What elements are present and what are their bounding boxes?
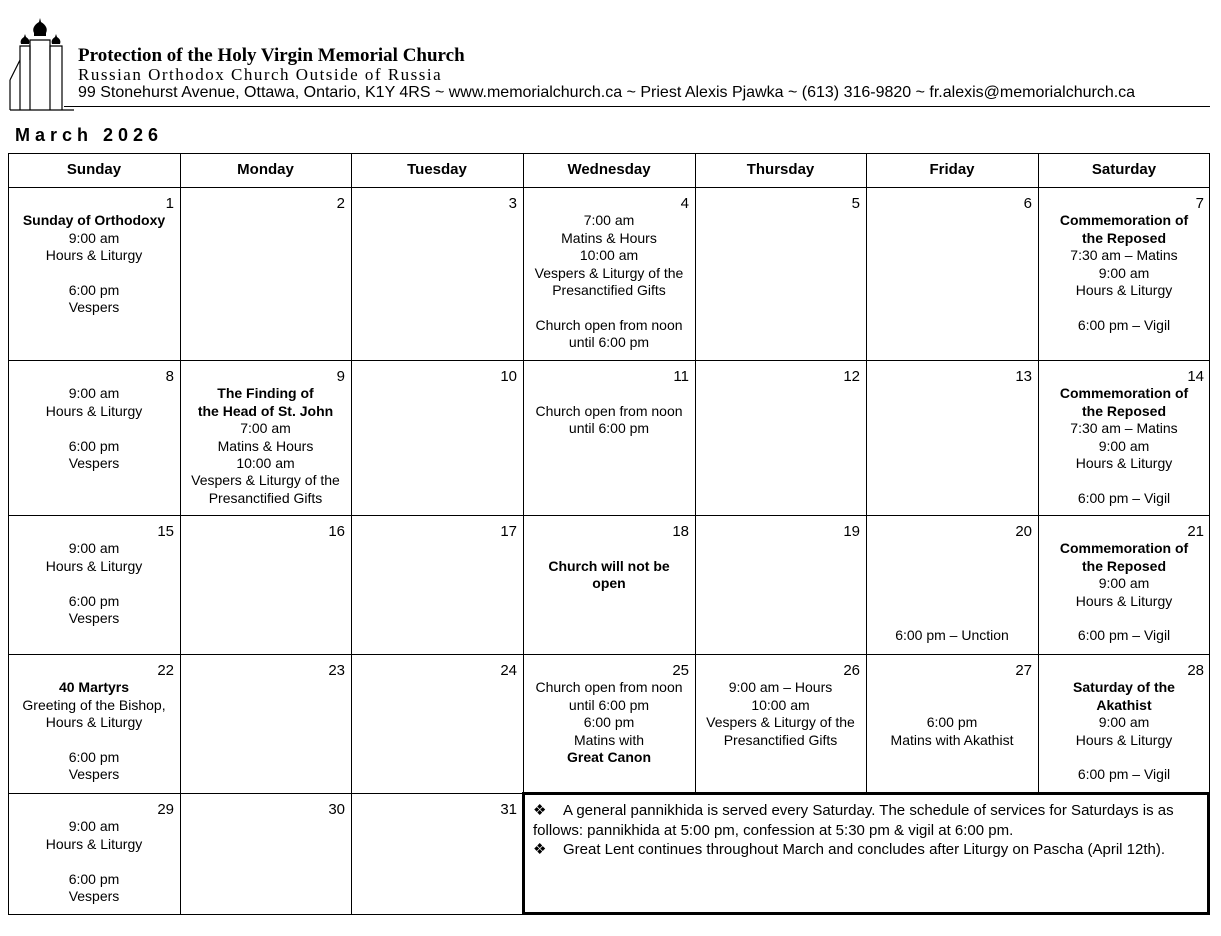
grid-line-vertical xyxy=(695,153,696,793)
day-number: 3 xyxy=(508,195,517,212)
event-line xyxy=(1038,749,1210,766)
event-line: Hours & Liturgy xyxy=(45,557,143,574)
event-line: Vespers xyxy=(68,888,120,905)
event-line: 6:00 pm xyxy=(68,282,120,299)
event-line: 7:30 am – Matins xyxy=(1070,247,1178,264)
day-number: 19 xyxy=(843,523,860,540)
event-line: Presanctified Gifts xyxy=(723,731,838,748)
day-cell xyxy=(180,187,351,360)
day-cell xyxy=(8,793,180,915)
event-line: Presanctified Gifts xyxy=(208,489,323,506)
event-line: 6:00 pm xyxy=(68,592,120,609)
note-item xyxy=(533,840,1199,860)
day-number: 1 xyxy=(165,195,174,212)
event-line: 9:00 am xyxy=(1098,714,1150,731)
note-text: Great Lent continues throughout March and concludes after Liturgy on Pascha (April 12th). xyxy=(563,841,1166,858)
day-number: 8 xyxy=(165,368,174,385)
event-line: Matins & Hours xyxy=(561,229,657,246)
day-number: 7 xyxy=(1195,195,1204,212)
day-header-thursday: Thursday xyxy=(746,161,815,178)
event-line: until 6:00 pm xyxy=(568,420,650,437)
day-number: 6 xyxy=(1023,195,1032,212)
note-item xyxy=(533,801,1199,840)
grid-line-horizontal xyxy=(8,187,1210,188)
event-line: 6:00 pm – Vigil xyxy=(1077,316,1171,333)
event-line xyxy=(8,575,180,592)
event-line xyxy=(523,299,695,316)
day-number: 15 xyxy=(157,523,174,540)
event-line: 9:00 am xyxy=(1098,575,1150,592)
day-number: 20 xyxy=(1015,523,1032,540)
event-title: Commemoration of xyxy=(1059,385,1189,402)
event-line: 9:00 am xyxy=(68,818,120,835)
event-line xyxy=(1038,299,1210,316)
day-cell xyxy=(351,187,523,360)
event-line: until 6:00 pm xyxy=(568,334,650,351)
day-cell xyxy=(8,654,180,793)
day-cell xyxy=(351,654,523,793)
day-number: 5 xyxy=(851,195,860,212)
event-title: Church will not be xyxy=(548,557,670,574)
event-title: the Reposed xyxy=(1081,557,1166,574)
day-number: 2 xyxy=(336,195,345,212)
event-line: Vespers & Liturgy of the xyxy=(534,264,684,281)
event-line: Church open from noon xyxy=(535,316,683,333)
event-title: Great Canon xyxy=(566,749,651,766)
day-number: 23 xyxy=(328,662,345,679)
event-line xyxy=(8,853,180,870)
church-logo xyxy=(8,16,74,112)
event-line: 6:00 pm – Unction xyxy=(895,627,1009,644)
event-line xyxy=(8,265,180,282)
day-cell xyxy=(8,187,180,360)
event-title: Akathist xyxy=(1096,696,1152,713)
church-name: Protection of the Holy Virgin Memorial Church xyxy=(78,45,465,66)
event-line: 6:00 pm xyxy=(68,749,120,766)
event-line: 9:00 am xyxy=(1098,437,1150,454)
event-line: 7:00 am xyxy=(583,212,635,229)
day-cell xyxy=(1038,360,1210,515)
event-title: the Reposed xyxy=(1081,229,1166,246)
day-cell xyxy=(180,515,351,654)
header-divider xyxy=(64,106,1210,107)
day-number: 11 xyxy=(673,368,689,385)
event-line xyxy=(866,679,1038,696)
event-line xyxy=(8,732,180,749)
event-line: Hours & Liturgy xyxy=(45,247,143,264)
notes-box xyxy=(522,792,1210,915)
day-header-wednesday: Wednesday xyxy=(567,161,651,178)
event-line: Hours & Liturgy xyxy=(1075,731,1173,748)
event-title: open xyxy=(592,575,626,592)
note-text: A general pannikhida is served every Saturday. The schedule of services for Saturdays is as follows: pannikhida at 5:00 pm, confession at 5:30 pm & vigil at 6:00 pm. xyxy=(533,802,1174,839)
event-line: 9:00 am xyxy=(1098,264,1150,281)
event-line xyxy=(866,558,1038,575)
event-line: Hours & Liturgy xyxy=(1075,592,1173,609)
event-title: Sunday of Orthodoxy xyxy=(22,212,166,229)
day-cell xyxy=(180,793,351,915)
event-line: 6:00 pm – Vigil xyxy=(1077,489,1171,506)
day-header-tuesday: Tuesday xyxy=(407,161,467,178)
diamond-bullet-icon: ❖ xyxy=(533,841,547,858)
day-number: 30 xyxy=(328,801,345,818)
event-line: 9:00 am – Hours xyxy=(728,679,833,696)
event-line: Hours & Liturgy xyxy=(45,835,143,852)
grid-line-vertical xyxy=(1038,153,1039,793)
day-cell xyxy=(695,360,866,515)
day-number: 24 xyxy=(500,662,517,679)
event-line xyxy=(1038,610,1210,627)
church-subtitle: Russian Orthodox Church Outside of Russia xyxy=(78,65,443,84)
month-title: March 2026 xyxy=(15,125,164,145)
day-number: 9 xyxy=(336,368,345,385)
event-line: 9:00 am xyxy=(68,229,120,246)
day-number: 14 xyxy=(1187,368,1204,385)
grid-line-horizontal xyxy=(8,515,1210,516)
day-number: 29 xyxy=(157,801,174,818)
day-number: 16 xyxy=(328,523,345,540)
day-cell xyxy=(695,654,866,793)
event-line: Hours & Liturgy xyxy=(45,714,143,731)
event-line xyxy=(523,385,695,402)
event-line: Greeting of the Bishop, xyxy=(22,696,166,713)
event-line: Presanctified Gifts xyxy=(552,282,666,299)
event-line: 9:00 am xyxy=(68,540,120,557)
event-line xyxy=(866,610,1038,627)
day-number: 4 xyxy=(680,195,689,212)
event-line: Vespers xyxy=(68,766,120,783)
event-line: Vespers xyxy=(68,455,120,472)
event-line: Matins with Akathist xyxy=(890,731,1014,748)
day-cell xyxy=(351,793,523,915)
grid-line-vertical xyxy=(8,153,9,915)
day-cell xyxy=(523,187,695,360)
day-cell xyxy=(8,360,180,515)
event-line xyxy=(866,575,1038,592)
grid-line-horizontal xyxy=(8,654,1210,655)
day-number: 21 xyxy=(1187,523,1204,540)
event-line: Matins & Hours xyxy=(217,437,314,454)
event-line xyxy=(1038,472,1210,489)
day-cell xyxy=(1038,515,1210,654)
event-line xyxy=(866,593,1038,610)
day-cell xyxy=(351,360,523,515)
day-header-friday: Friday xyxy=(929,161,975,178)
grid-line-vertical xyxy=(866,153,867,793)
day-number: 17 xyxy=(500,523,517,540)
event-title: the Head of St. John xyxy=(197,402,334,419)
event-line: 10:00 am xyxy=(579,247,639,264)
day-header-saturday: Saturday xyxy=(1091,161,1157,178)
day-cell xyxy=(8,515,180,654)
day-number: 12 xyxy=(843,368,860,385)
day-cell xyxy=(523,515,695,654)
day-cell xyxy=(523,654,695,793)
event-line xyxy=(8,420,180,437)
day-cell xyxy=(351,515,523,654)
event-line: 6:00 pm xyxy=(583,714,635,731)
event-line: 6:00 pm – Vigil xyxy=(1077,766,1171,783)
event-line: until 6:00 pm xyxy=(568,696,650,713)
event-title: Commemoration of xyxy=(1059,212,1189,229)
event-line: Hours & Liturgy xyxy=(45,402,143,419)
event-line: 6:00 pm xyxy=(68,437,120,454)
day-header-sunday: Sunday xyxy=(66,161,122,178)
day-number: 26 xyxy=(843,662,860,679)
diamond-bullet-icon: ❖ xyxy=(533,802,547,819)
day-number: 13 xyxy=(1015,368,1032,385)
event-line xyxy=(523,540,695,557)
day-number: 31 xyxy=(500,801,517,818)
grid-line-vertical xyxy=(180,153,181,915)
event-line: Vespers xyxy=(68,610,120,627)
event-line: 6:00 pm xyxy=(68,870,120,887)
event-line: Matins with xyxy=(573,731,645,748)
day-cell xyxy=(866,654,1038,793)
event-line: 9:00 am xyxy=(68,385,120,402)
grid-line-vertical xyxy=(351,153,352,915)
day-cell xyxy=(1038,187,1210,360)
event-line: Vespers & Liturgy of the xyxy=(706,714,855,731)
event-line: 10:00 am xyxy=(236,455,295,472)
day-number: 25 xyxy=(672,662,689,679)
event-line: Vespers xyxy=(68,299,120,316)
day-cell xyxy=(695,515,866,654)
event-title: Commemoration of xyxy=(1059,540,1189,557)
day-cell xyxy=(695,187,866,360)
day-cell xyxy=(180,360,351,515)
event-line: Hours & Liturgy xyxy=(1075,282,1173,299)
event-line: Church open from noon xyxy=(535,402,683,419)
day-cell xyxy=(866,187,1038,360)
event-line: 10:00 am xyxy=(751,696,810,713)
event-line: 7:30 am – Matins xyxy=(1070,420,1178,437)
grid-line-horizontal xyxy=(8,360,1210,361)
day-number: 22 xyxy=(157,662,174,679)
grid-line-vertical xyxy=(1209,153,1210,793)
event-line: 6:00 pm xyxy=(926,714,978,731)
event-line: 7:00 am xyxy=(240,420,291,437)
event-line xyxy=(866,540,1038,557)
event-line: Hours & Liturgy xyxy=(1075,455,1173,472)
day-cell xyxy=(523,360,695,515)
event-line xyxy=(866,697,1038,714)
contact-line: 99 Stonehurst Avenue, Ottawa, Ontario, K1Y 4RS ~ www.memorialchurch.ca ~ Priest Alexis Pjawka ~ (613) 316-9820 ~ fr.alexis@memorialchurch.ca xyxy=(78,84,1136,101)
event-line: Church open from noon xyxy=(535,679,683,696)
event-line: Vespers & Liturgy of the xyxy=(191,472,340,489)
day-cell xyxy=(180,654,351,793)
event-line: 6:00 pm – Vigil xyxy=(1077,627,1171,644)
event-title: The Finding of xyxy=(217,385,314,402)
grid-line-horizontal xyxy=(8,153,1210,154)
day-cell xyxy=(1038,654,1210,793)
grid-line-horizontal xyxy=(8,914,523,915)
day-number: 18 xyxy=(672,523,689,540)
day-number: 10 xyxy=(500,368,517,385)
day-number: 27 xyxy=(1015,662,1032,679)
event-title: Saturday of the xyxy=(1073,679,1175,696)
day-header-monday: Monday xyxy=(237,161,294,178)
event-title: the Reposed xyxy=(1081,402,1166,419)
day-number: 28 xyxy=(1187,662,1204,679)
day-cell xyxy=(866,515,1038,654)
event-title: 40 Martyrs xyxy=(58,679,130,696)
calendar-grid xyxy=(8,153,1210,915)
day-cell xyxy=(866,360,1038,515)
